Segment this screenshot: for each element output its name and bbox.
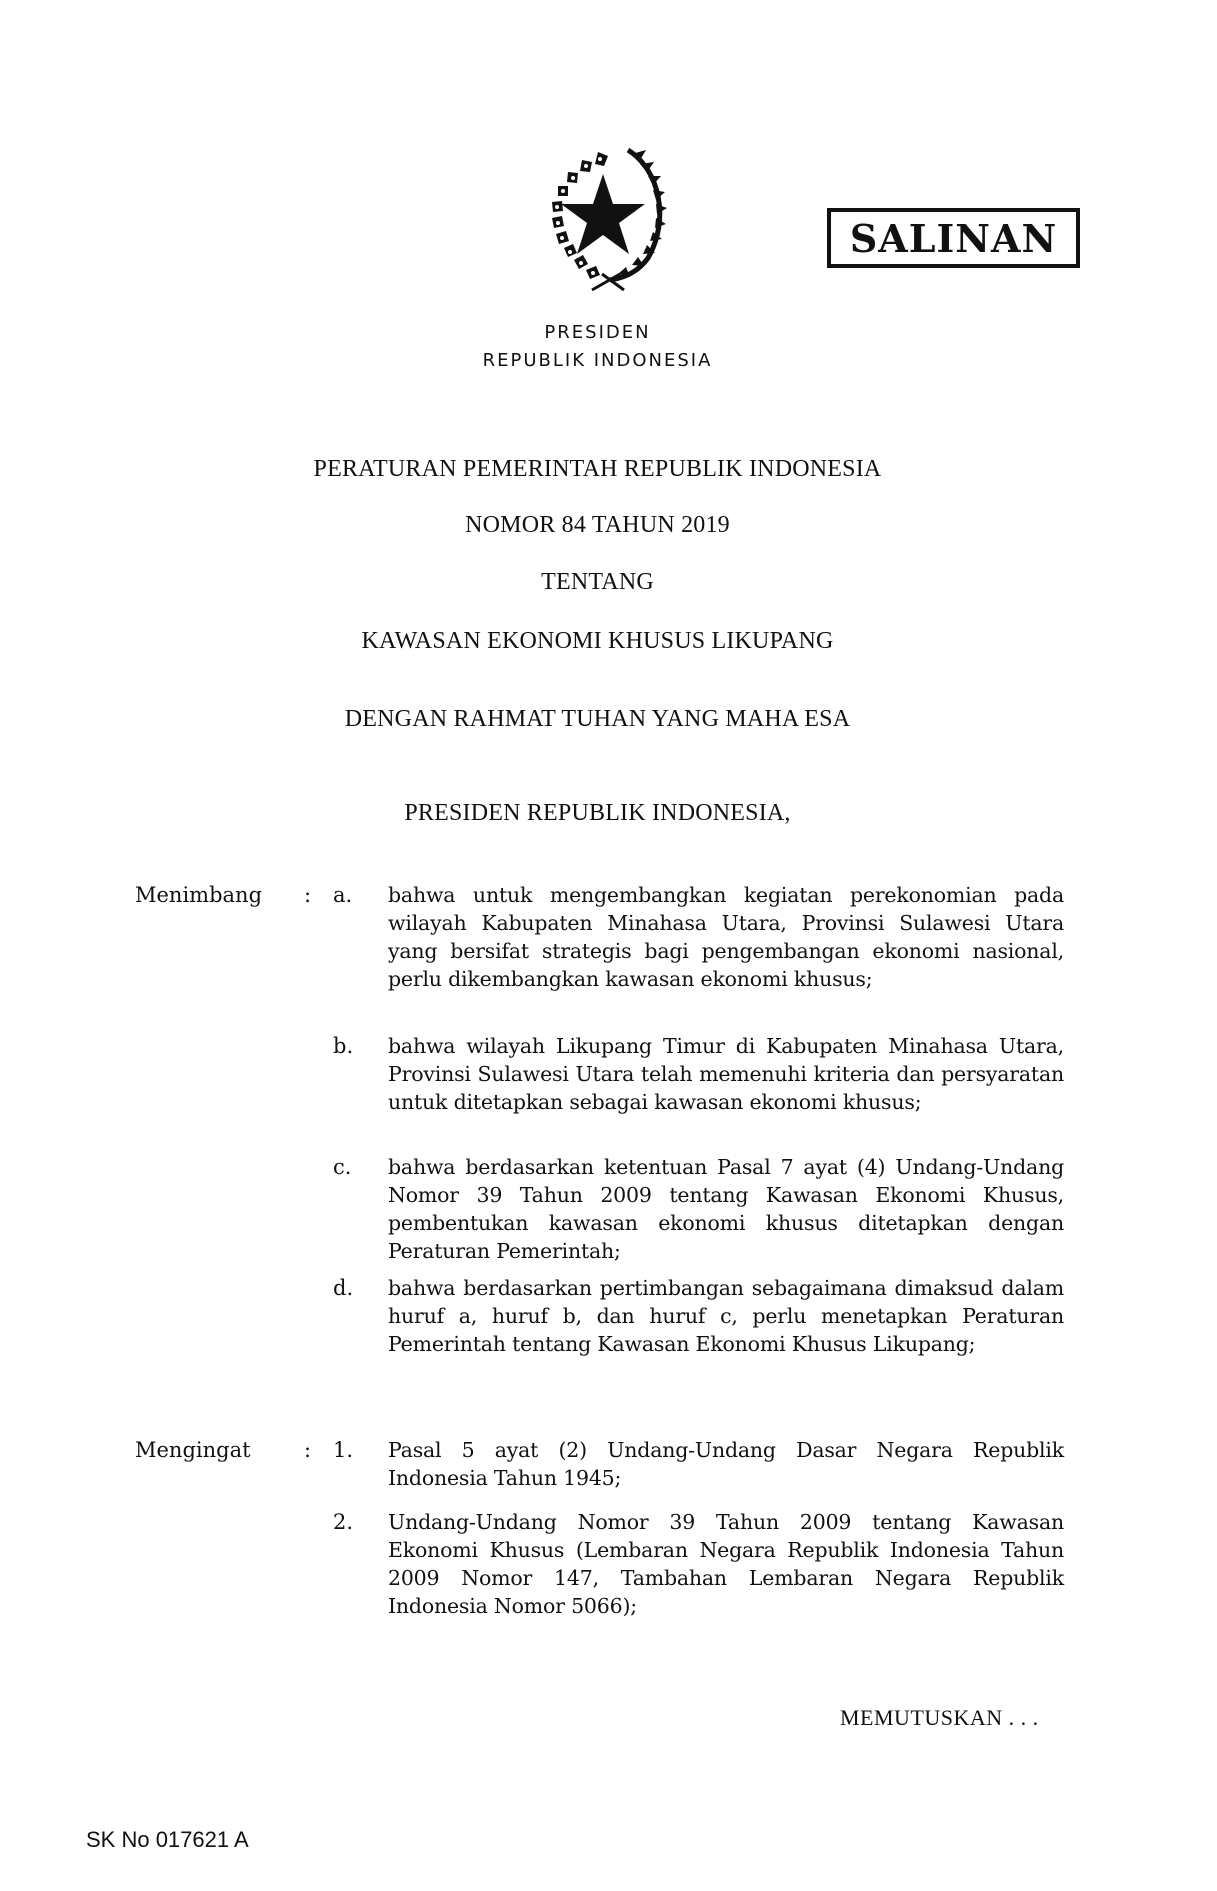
menimbang-item-marker: c.: [333, 1155, 352, 1179]
mengingat-item-text: Pasal 5 ayat (2) Undang-Undang Dasar Negara Republik Indonesia Tahun 1945;: [388, 1438, 1064, 1490]
menimbang-item-text: bahwa untuk mengembangkan kegiatan perekonomian pada wilayah Kabupaten Minahasa Utara, Provinsi Sulawesi Utara yang bersifat strategis bagi pengembangan ekonomi nasional, perlu dikembangkan kawasan ekonomi khusus;: [388, 883, 1064, 991]
president-line: PRESIDEN REPUBLIK INDONESIA,: [404, 800, 791, 826]
presidential-emblem-icon: [520, 140, 680, 300]
salinan-stamp: [827, 208, 1080, 268]
menimbang-item-text: bahwa wilayah Likupang Timur di Kabupaten Minahasa Utara, Provinsi Sulawesi Utara telah memenuhi kriteria dan persyaratan untuk ditetapkan sebagai kawasan ekonomi khusus;: [388, 1034, 1064, 1114]
document-code: SK No 017621 A: [86, 1827, 249, 1852]
emblem-caption-presiden: PRESIDEN: [544, 322, 651, 343]
mengingat-item-text: Undang-Undang Nomor 39 Tahun 2009 tentang Kawasan Ekonomi Khusus (Lembaran Negara Republik Indonesia Tahun 2009 Nomor 147, Tambahan Lembaran Negara Republik Indonesia Nomor 5066);: [388, 1510, 1064, 1618]
mengingat-item-marker: 1.: [333, 1438, 354, 1462]
regulation-number: NOMOR 84 TAHUN 2019: [465, 512, 730, 538]
emblem-caption-republik: REPUBLIK INDONESIA: [482, 350, 713, 371]
mengingat-label: Mengingat: [135, 1438, 251, 1462]
menimbang-item-marker: b.: [333, 1034, 354, 1058]
mengingat-item-marker: 2.: [333, 1510, 354, 1534]
regulation-subject: KAWASAN EKONOMI KHUSUS LIKUPANG: [361, 628, 834, 654]
salinan-stamp-label: SALINAN: [849, 215, 1058, 261]
menimbang-colon: :: [304, 883, 312, 907]
menimbang-label: Menimbang: [135, 883, 263, 907]
menimbang-item-marker: d.: [333, 1276, 354, 1300]
menimbang-item-text: bahwa berdasarkan pertimbangan sebagaimana dimaksud dalam huruf a, huruf b, dan huruf c, perlu menetapkan Peraturan Pemerintah tentang Kawasan Ekonomi Khusus Likupang;: [388, 1276, 1064, 1356]
invocation-line: DENGAN RAHMAT TUHAN YANG MAHA ESA: [344, 706, 851, 732]
next-page-continuation: MEMUTUSKAN . . .: [840, 1705, 1039, 1730]
menimbang-item-text: bahwa berdasarkan ketentuan Pasal 7 ayat (4) Undang-Undang Nomor 39 Tahun 2009 tentang Kawasan Ekonomi Khusus, pembentukan kawasan ekonomi khusus ditetapkan dengan Peraturan Pemerintah;: [388, 1155, 1064, 1263]
regulation-tentang: TENTANG: [541, 569, 654, 595]
mengingat-colon: :: [304, 1438, 312, 1462]
menimbang-item-marker: a.: [333, 883, 353, 907]
regulation-title: PERATURAN PEMERINTAH REPUBLIK INDONESIA: [313, 456, 882, 482]
